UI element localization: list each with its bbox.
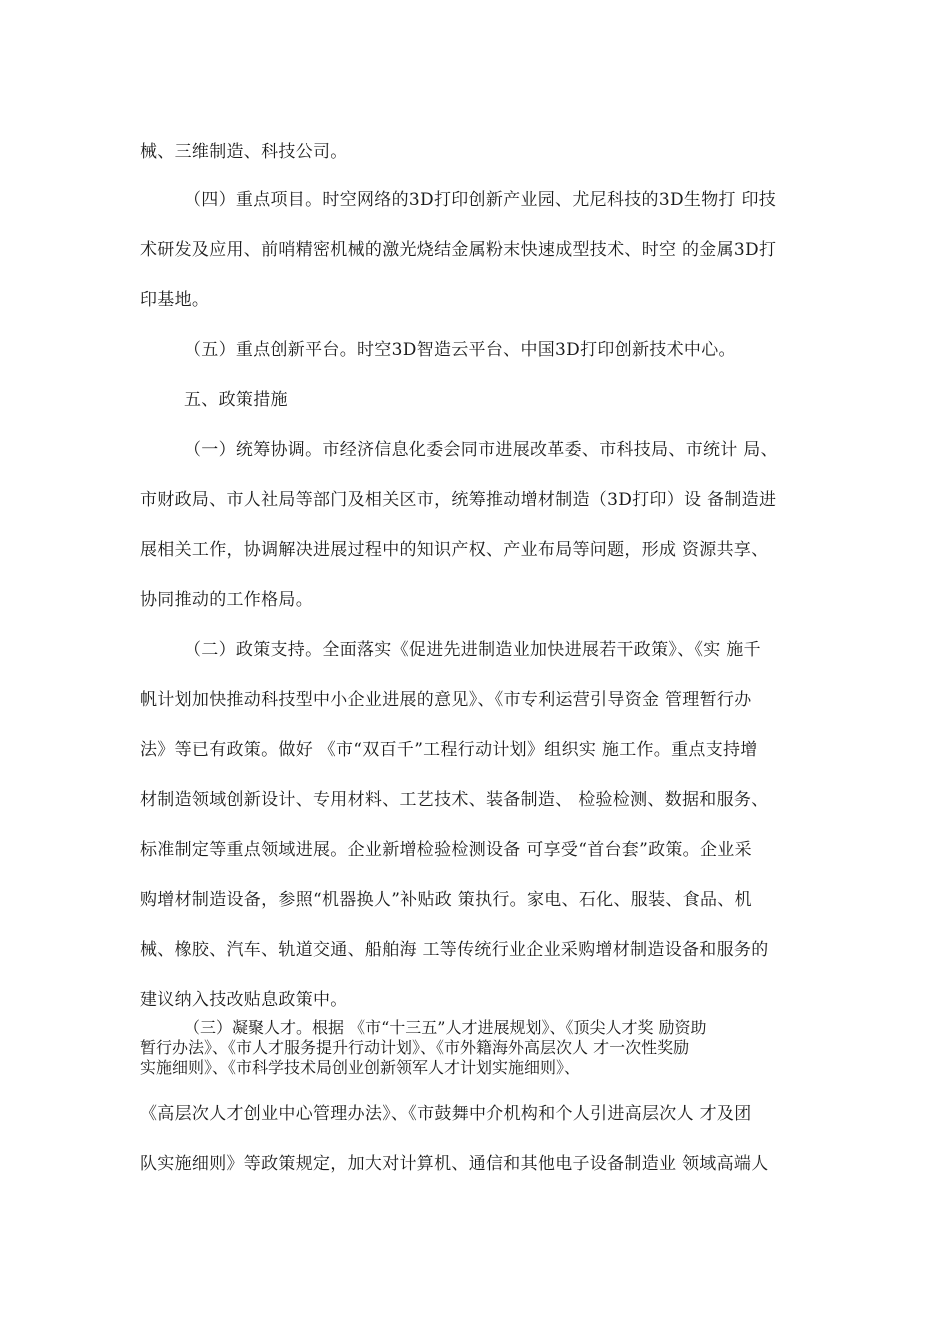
text-line: 术研发及应用、前哨精密机械的激光烧结金属粉末快速成型技术、时空 的金属3D打 <box>140 240 777 260</box>
text-line: 展相关工作，协调解决进展过程中的知识产权、产业布局等问题，形成 资源共享、 <box>140 540 769 560</box>
text-line: （五）重点创新平台。时空3D智造云平台、中国3D打印创新技术中心。 <box>184 340 736 360</box>
text-line: 帆计划加快推动科技型中小企业进展的意见》、《市专利运营引导资金 管理暂行办 <box>140 690 752 710</box>
text-line: （二）政策支持。全面落实《促进先进制造业加快进展若干政策》、《实 施千 <box>184 640 761 660</box>
text-line: 材制造领域创新设计、专用材料、工艺技术、装备制造、 检验检测、数据和服务、 <box>140 790 769 810</box>
text-line: 市财政局、市人社局等部门及相关区市，统筹推动增材制造（3D打印）设 备制造进 <box>140 490 777 510</box>
text-line: 标准制定等重点领域进展。企业新增检验检测设备 可享受“首台套”政策。企业采 <box>140 840 752 860</box>
text-line: 购增材制造设备，参照“机器换人”补贴政 策执行。家电、石化、服装、食品、机 <box>140 890 752 910</box>
text-line: 协同推动的工作格局。 <box>140 590 313 610</box>
text-line: （三）凝聚人才。根据 《市“十三五”人才进展规划》、《顶尖人才奖 励资助 <box>184 1018 707 1037</box>
text-line: 暂行办法》、《市人才服务提升行动计划》、《市外籍海外高层次人 才一次性奖励 <box>140 1038 690 1057</box>
text-line: 法》等已有政策。做好 《市“双百千”工程行动计划》组织实 施工作。重点支持增 <box>140 740 758 760</box>
text-line: 印基地。 <box>140 290 210 310</box>
text-line: 械、橡胶、汽车、轨道交通、船舶海 工等传统行业企业采购增材制造设备和服务的 <box>140 940 769 960</box>
text-line: 建议纳入技改贴息政策中。 <box>140 990 348 1010</box>
text-line: （四）重点项目。时空网络的3D打印创新产业园、尤尼科技的3D生物打 印技 <box>184 190 777 210</box>
text-line: 《高层次人才创业中心管理办法》、《市鼓舞中介机构和个人引进高层次人 才及团 <box>140 1104 752 1124</box>
text-line: 实施细则》、《市科学技术局创业创新领军人才计划实施细则》、 <box>140 1058 581 1077</box>
text-line: 械、三维制造、科技公司。 <box>140 142 348 162</box>
section-heading: 五、政策措施 <box>184 390 288 410</box>
text-line: 队实施细则》等政策规定，加大对计算机、通信和其他电子设备制造业 领域高端人 <box>140 1154 769 1174</box>
text-line: （一）统筹协调。市经济信息化委会同市进展改革委、市科技局、市统计 局、 <box>184 440 778 460</box>
